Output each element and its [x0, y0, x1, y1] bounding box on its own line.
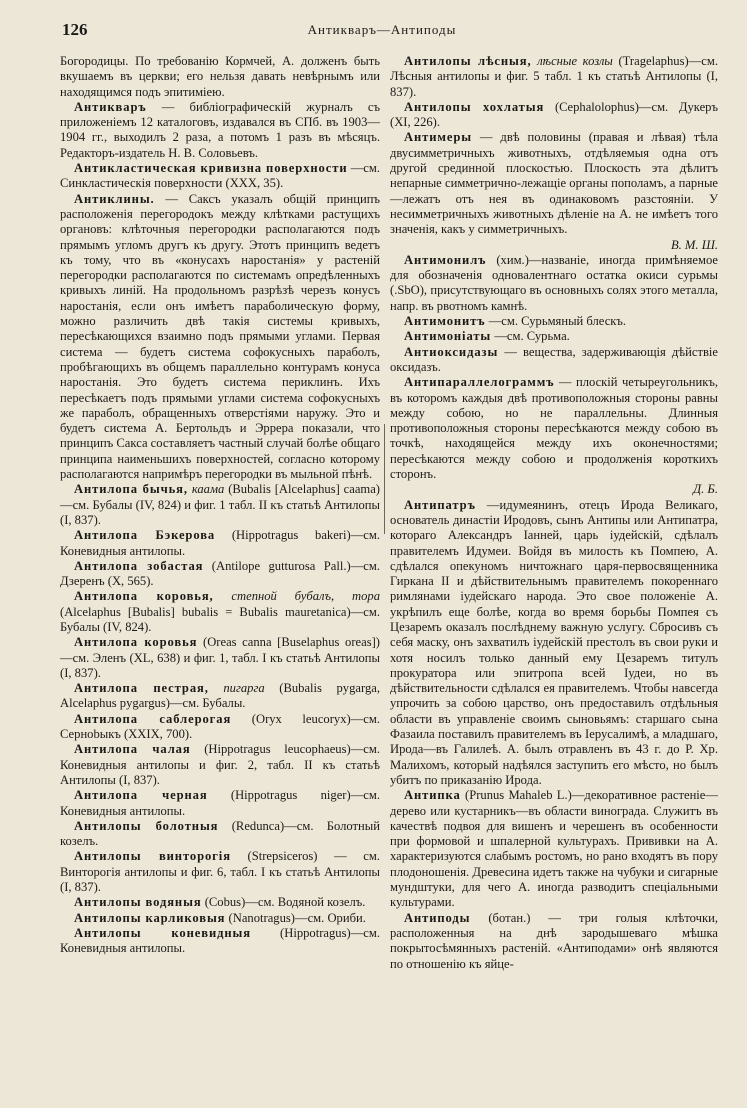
- margin-bracket-line: [384, 424, 386, 534]
- entry-body: — двѣ половины (правая и лѣвая) тѣла двусимметричныхъ животныхъ, отдѣляемыя одна отъ другой срединной плоскостью. Плоскость эта дѣлитъ непарные симметрично-лежащіе органы пополамъ, а парные—лежатъ отъ нея въ одинаковомъ разстояніи. У несимметричныхъ животныхъ дѣленіе на А. не имѣетъ того значенія, какъ у симметричныхъ.: [390, 130, 718, 237]
- page-header: [62, 20, 702, 44]
- entry-synonym: лѣсные козлы: [537, 54, 613, 68]
- entry-body: (Oreas canna [Buselaphus oreas])—см. Эленъ (XL, 638) и фиг. 1, табл. I къ статьѣ Антилопы (I, 837).: [60, 635, 380, 680]
- dictionary-entry: [60, 528, 380, 559]
- dictionary-entry: [60, 849, 380, 895]
- entry-body: — библіографическій журналъ съ приложеніемъ 12 каталоговъ, издавался въ СПб. въ 1903—1904 гг., выходилъ 2 раза, а потомъ 1 разъ въ мѣсяцъ. Редакторъ-издатель Н. В. Соловьевъ.: [60, 99, 380, 160]
- entry-body: — Саксъ указалъ общій принципъ расположенія перегородокъ между клѣтками растущихъ органовъ: клѣточныя перегородки располагаются подъ прямымъ угломъ другъ къ другу. Этотъ принципъ ведетъ къ тому, что въ «конусахъ наростанія» у растеній перегородки располагаются по системамъ опредѣленныхъ кривыхъ линій. На продольномъ разрѣзѣ черезъ конусъ наростанія, если онъ имѣетъ параболическую форму, можно различить двѣ такія системы кривыхъ, пересѣкающихся взаимно подъ прямыми углами. Первая система — будетъ система софокусныхъ параболъ, пробѣгающихъ въ общемъ параллельно контурамъ конуса наростанія. Это будетъ система периклинъ. Ихъ пересѣкаетъ подъ прямыми углами система софокусныхъ же параболъ, обращенныхъ отверстіями наружу. Это и будетъ система А. Бертольдъ и Эррера показали, что принципъ Сакса составляетъ частный случай болѣе общаго принципа наименьшихъ поверхностей, согласно которому располагаются напримѣръ перегородки въ мыльной пѣнѣ.: [60, 191, 380, 482]
- dictionary-entry: [60, 819, 380, 850]
- entry-headword: Антикваръ: [74, 99, 147, 114]
- dictionary-entry: [390, 375, 718, 482]
- signature-text: Д. Б.: [693, 482, 718, 497]
- dictionary-entry: [390, 498, 718, 789]
- dictionary-entry: [60, 712, 380, 743]
- left-column: [60, 54, 380, 957]
- dictionary-entry: [390, 911, 718, 972]
- entry-body: — плоскій четыреугольникъ, въ которомъ каждыя двѣ противоположныя стороны равны между собою, но не параллельны. Длинныя противоположныя стороны пересѣкаются между собою въ точкѣ, находящейся между ихъ оконечностями; пересѣкаются между собою и продолженія короткихъ сторонъ.: [390, 375, 719, 482]
- entry-synonym: каама: [191, 482, 225, 497]
- entry-body: Богородицы. По требованію Кормчей, А. долженъ быть вкушаемъ въ церкви; его нельзя давать невѣрнымъ или находящимся подъ эпитиміею.: [60, 54, 380, 99]
- entry-headword: Антилопы хохлатыя: [404, 99, 545, 114]
- signature-text: В. М. Ш.: [670, 237, 718, 252]
- entry-body: —см. Синкластическія поверхности (XXX, 35).: [60, 161, 381, 191]
- entry-body: (Antilope gutturosa Pall.)—см. Дзеренъ (X, 565).: [60, 558, 380, 589]
- entry-body: (Tragelaphus)—см. Лѣсныя антилопы и фиг. 5 табл. 1 къ статьѣ Антилопы (I, 837).: [390, 54, 718, 99]
- entry-headword: Антилопа бычья,: [74, 482, 188, 497]
- entry-headword: Антилопа коровья: [74, 635, 198, 650]
- entry-headword: Антиподы: [404, 910, 471, 925]
- entry-headword: Антилопы водяныя: [74, 895, 202, 910]
- entry-headword: Антилопы винторогія: [74, 849, 231, 864]
- dictionary-entry: [60, 895, 380, 910]
- entry-headword: Антилопа зобастая: [74, 558, 204, 573]
- entry-body: —идумеянинъ, отецъ Ирода Великаго, основатель династіи Иродовъ, сынъ Антипы или Антипатра, котораго Александръ Іанней, царь іудейскій, сдѣлалъ правителемъ Идумеи. Войдя въ милость къ Помпею, А. сдѣлался опекуномъ ничтожнаго царя-первосвященника Гиркана II и дѣйствительнымъ правителемъ покореннаго римлянами іудейскаго народа. Это свое положеніе А. укрѣпилъ еще болѣе, когда во время борьбы Помпея съ Цезаремъ оказалъ послѣднему важную услугу. Сбросивъ съ себя маску, онъ захватилъ іудейскій престолъ въ свои руки и хотя носилъ только данный ему Цезаремъ титулъ прокуратора или эпитропа всей Іудеи, но въ дѣйствительности сдѣлался ея правителемъ. Чтобы навсегда упрочить за собою царство, онъ предоставилъ отдѣльныя области въ управленіе своимъ сыновьямъ: старшаго сына Фазаила поставилъ правителемъ въ Іерусалимѣ, а младшаго, Ирода—въ Галилеѣ. А. былъ отравленъ въ 43 г. до Р. Хр. Малихомъ, который надѣялся заступить его мѣсто, но былъ убитъ по приказанію Ирода.: [390, 497, 718, 787]
- entry-headword: Антилопы коневидныя: [74, 925, 251, 940]
- entry-body: (Nanotragus)—см. Ориби.: [228, 910, 366, 925]
- entry-body: (Strepsiceros) — см. Винторогія антилопы и фиг. 6, табл. I къ статьѣ Антилопы (I, 837).: [60, 849, 380, 895]
- entry-body: (ботан.) — три голыя клѣточки, расположенныя на днѣ зародышеваго мѣшка покрытосѣмянныхъ растеній. «Антиподами» онѣ являются по отношенію къ яйце-: [390, 910, 718, 971]
- entry-headword: Антилопы болотныя: [74, 818, 219, 833]
- author-signature: [390, 238, 718, 253]
- dictionary-entry: [60, 192, 380, 483]
- entry-body: (Bubalis [Alcelaphus] caama)—см. Бубалы (IV, 824) и фиг. 1 табл. II къ статьѣ Антилопы (I, 837).: [60, 482, 380, 527]
- entry-headword: Антилопа пестрая,: [74, 681, 209, 696]
- dictionary-entry: [60, 559, 380, 590]
- dictionary-entry: [390, 788, 718, 910]
- entry-headword: Антилопы карликовыя: [74, 910, 226, 925]
- dictionary-entry: [390, 253, 718, 314]
- dictionary-entry: [60, 589, 380, 635]
- entry-body: (Cobus)—см. Водяной козелъ.: [204, 895, 366, 910]
- entry-headword: Антипатръ: [404, 497, 476, 512]
- running-title: Антикваръ—Антиподы: [307, 22, 457, 37]
- entry-body: (Oryx leucoryx)—см. Серноbыкъ (XXIX, 700).: [60, 711, 380, 742]
- entry-body: (Hippotragus)—см. Коневидныя антилопы.: [60, 925, 380, 956]
- dictionary-entry: [60, 911, 380, 926]
- right-column: [390, 54, 718, 972]
- dictionary-entry: [60, 100, 380, 161]
- entry-body: —см. Сурьма.: [494, 329, 570, 344]
- page-number: 126: [62, 20, 88, 39]
- entry-headword: Антипараллелограммъ: [404, 375, 555, 390]
- dictionary-entry: [390, 54, 718, 100]
- continuation-paragraph: [60, 54, 380, 100]
- entry-body: (Prunus Mahaleb L.)—декоративное растеніе—дерево или кустарникъ—въ области винограда. Служитъ въ качествѣ подвоя для вишенъ и черешенъ въ особенности при формовой и шпалерной культурахъ. Прививки на А. характеризуются слабымъ ростомъ, но рано входятъ въ пору плодоношенія. Древесина идетъ также на чубуки и сигарные мундштуки, для чего А. иногда разводитъ спеціальными культурами.: [390, 788, 718, 910]
- entry-headword: Антилопа чалая: [74, 742, 191, 757]
- entry-headword: Антилопы лѣсныя,: [404, 54, 532, 68]
- entry-synonym: пигарга: [223, 681, 265, 696]
- dictionary-entry: [60, 742, 380, 788]
- entry-body: (Alcelaphus [Bubalis] bubalis = Bubalis mauretanica)—см. Бубалы (IV, 824).: [60, 604, 380, 634]
- dictionary-entry: [60, 161, 380, 192]
- entry-headword: Антиоксидазы: [404, 344, 499, 359]
- entry-headword: Антимонитъ: [404, 314, 486, 329]
- entry-headword: Антилопа саблерогая: [74, 711, 232, 726]
- entry-synonym: степной бубалъ, тора: [231, 589, 380, 604]
- entry-body: (Hippotragus leucophaeus)—см. Коневидныя антилопы и фиг. 2, табл. II къ статьѣ Антилопы (I, 837).: [60, 742, 380, 787]
- dictionary-entry: [60, 926, 380, 957]
- dictionary-entry: [60, 635, 380, 681]
- entry-headword: Антиклины.: [74, 191, 155, 206]
- dictionary-entry: [390, 314, 718, 329]
- entry-body: (Cephalolophus)—см. Дукеръ (XI, 226).: [390, 99, 718, 130]
- entry-headword: Антимонилъ: [404, 252, 487, 267]
- entry-body: (хим.)—названіе, иногда примѣняемое для обозначенія одновалентнаго остатка окиси сурьмы (.SbO), присутствующаго въ основныхъ солях этого металла, напр. въ рвотномъ камнѣ.: [390, 252, 718, 313]
- dictionary-entry: [390, 130, 718, 237]
- entry-headword: Антипка: [404, 788, 461, 803]
- entry-headword: Антикластическая кривизна поверхности: [74, 161, 348, 176]
- entry-headword: Антимоніаты: [404, 329, 492, 344]
- dictionary-entry: [60, 482, 380, 528]
- dictionary-entry: [60, 681, 380, 712]
- entry-headword: Антилопа Бэкерова: [74, 528, 216, 543]
- entry-body: (Hippotragus niger)—см. Коневидныя антилопы.: [60, 788, 380, 818]
- entry-headword: Антилопа коровья,: [74, 589, 214, 604]
- dictionary-entry: [390, 345, 718, 376]
- entry-headword: Антилопа черная: [74, 788, 208, 803]
- dictionary-entry: [60, 788, 380, 819]
- entry-headword: Антимеры: [404, 130, 472, 145]
- dictionary-entry: [390, 100, 718, 131]
- entry-body: (Hippotragus bakeri)—см. Коневидныя антилопы.: [60, 528, 380, 558]
- author-signature: [390, 482, 718, 497]
- entry-body: — вещества, задерживающія дѣйствіе оксидазъ.: [390, 344, 718, 374]
- entry-body: (Bubalis pygarga, Alcelaphus pygargus)—см. Бубалы.: [60, 681, 380, 711]
- entry-body: —см. Сурьмяный блескъ.: [488, 314, 627, 329]
- dictionary-entry: [390, 329, 718, 344]
- entry-body: (Redunca)—см. Болотный козелъ.: [60, 818, 380, 849]
